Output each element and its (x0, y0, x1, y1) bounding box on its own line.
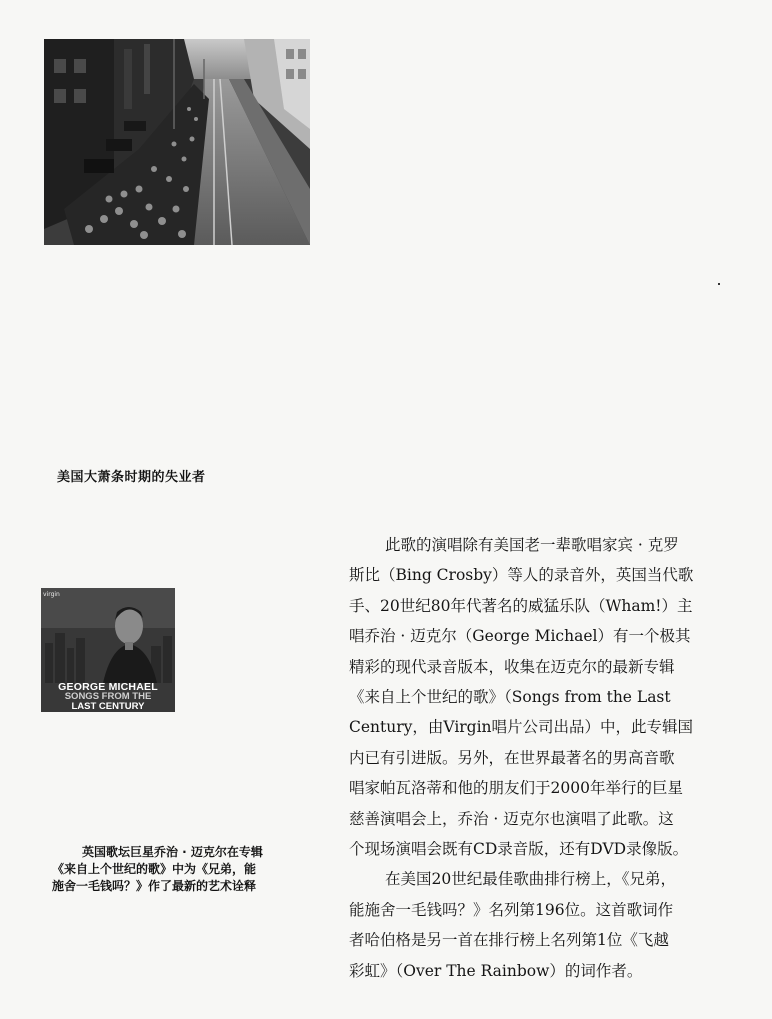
body-line: Century，由Virgin唱片公司出品）中，此专辑国 (349, 718, 694, 737)
scan-speck (718, 283, 720, 285)
street-crowd-photo (44, 39, 310, 245)
body-line: 精彩的现代录音版本，收集在迈克尔的最新专辑 (349, 657, 675, 676)
album-caption-line: 《来自上个世纪的歌》中为《兄弟，能 (52, 862, 257, 876)
body-line: 慈善演唱会上，乔治 · 迈克尔也演唱了此歌。这 (349, 809, 674, 828)
body-line: 《来自上个世纪的歌》（Songs from the Last (349, 688, 671, 707)
article-body (349, 530, 737, 986)
album-caption-line: 英国歌坛巨星乔治 · 迈克尔在专辑 (82, 845, 263, 859)
body-line: 者哈伯格是另一首在排行榜上名列第1位《飞越 (349, 931, 669, 950)
album-artist: GEORGE MICHAEL (58, 681, 158, 693)
album-title (41, 692, 175, 712)
album-title-line-2: LAST CENTURY (71, 701, 145, 712)
body-line: 个现场演唱会既有CD录音版，还有DVD录像版。 (349, 840, 689, 859)
body-line: 内已有引进版。另外，在世界最著名的男高音歌 (349, 748, 675, 767)
body-line: 此歌的演唱除有美国老一辈歌唱家宾 · 克罗 (385, 536, 679, 554)
body-line: 唱乔治 · 迈克尔（George Michael）有一个极其 (349, 627, 691, 646)
body-line: 唱家帕瓦洛蒂和他的朋友们于2000年举行的巨星 (349, 779, 683, 798)
body-line: 斯比（Bing Crosby）等人的录音外，英国当代歌 (349, 566, 694, 585)
body-line: 手、20世纪80年代著名的威猛乐队（Wham!）主 (349, 596, 693, 615)
body-line: 在美国20世纪最佳歌曲排行榜上，《兄弟， (385, 870, 676, 889)
body-line: 彩虹》（Over The Rainbow）的词作者。 (349, 961, 643, 980)
street-crowd-illustration (44, 39, 310, 245)
photo-caption: 美国大萧条时期的失业者 (57, 470, 206, 485)
album-cover (41, 588, 175, 712)
album-title-line-1: SONGS FROM THE (64, 691, 152, 702)
album-caption (52, 844, 324, 895)
album-caption-line: 施舍一毛钱吗？》作了最新的艺术诠释 (52, 879, 257, 893)
record-label-logo: virgin (43, 591, 60, 598)
body-line: 能施舍一毛钱吗？》名列第196位。这首歌词作 (349, 900, 674, 919)
